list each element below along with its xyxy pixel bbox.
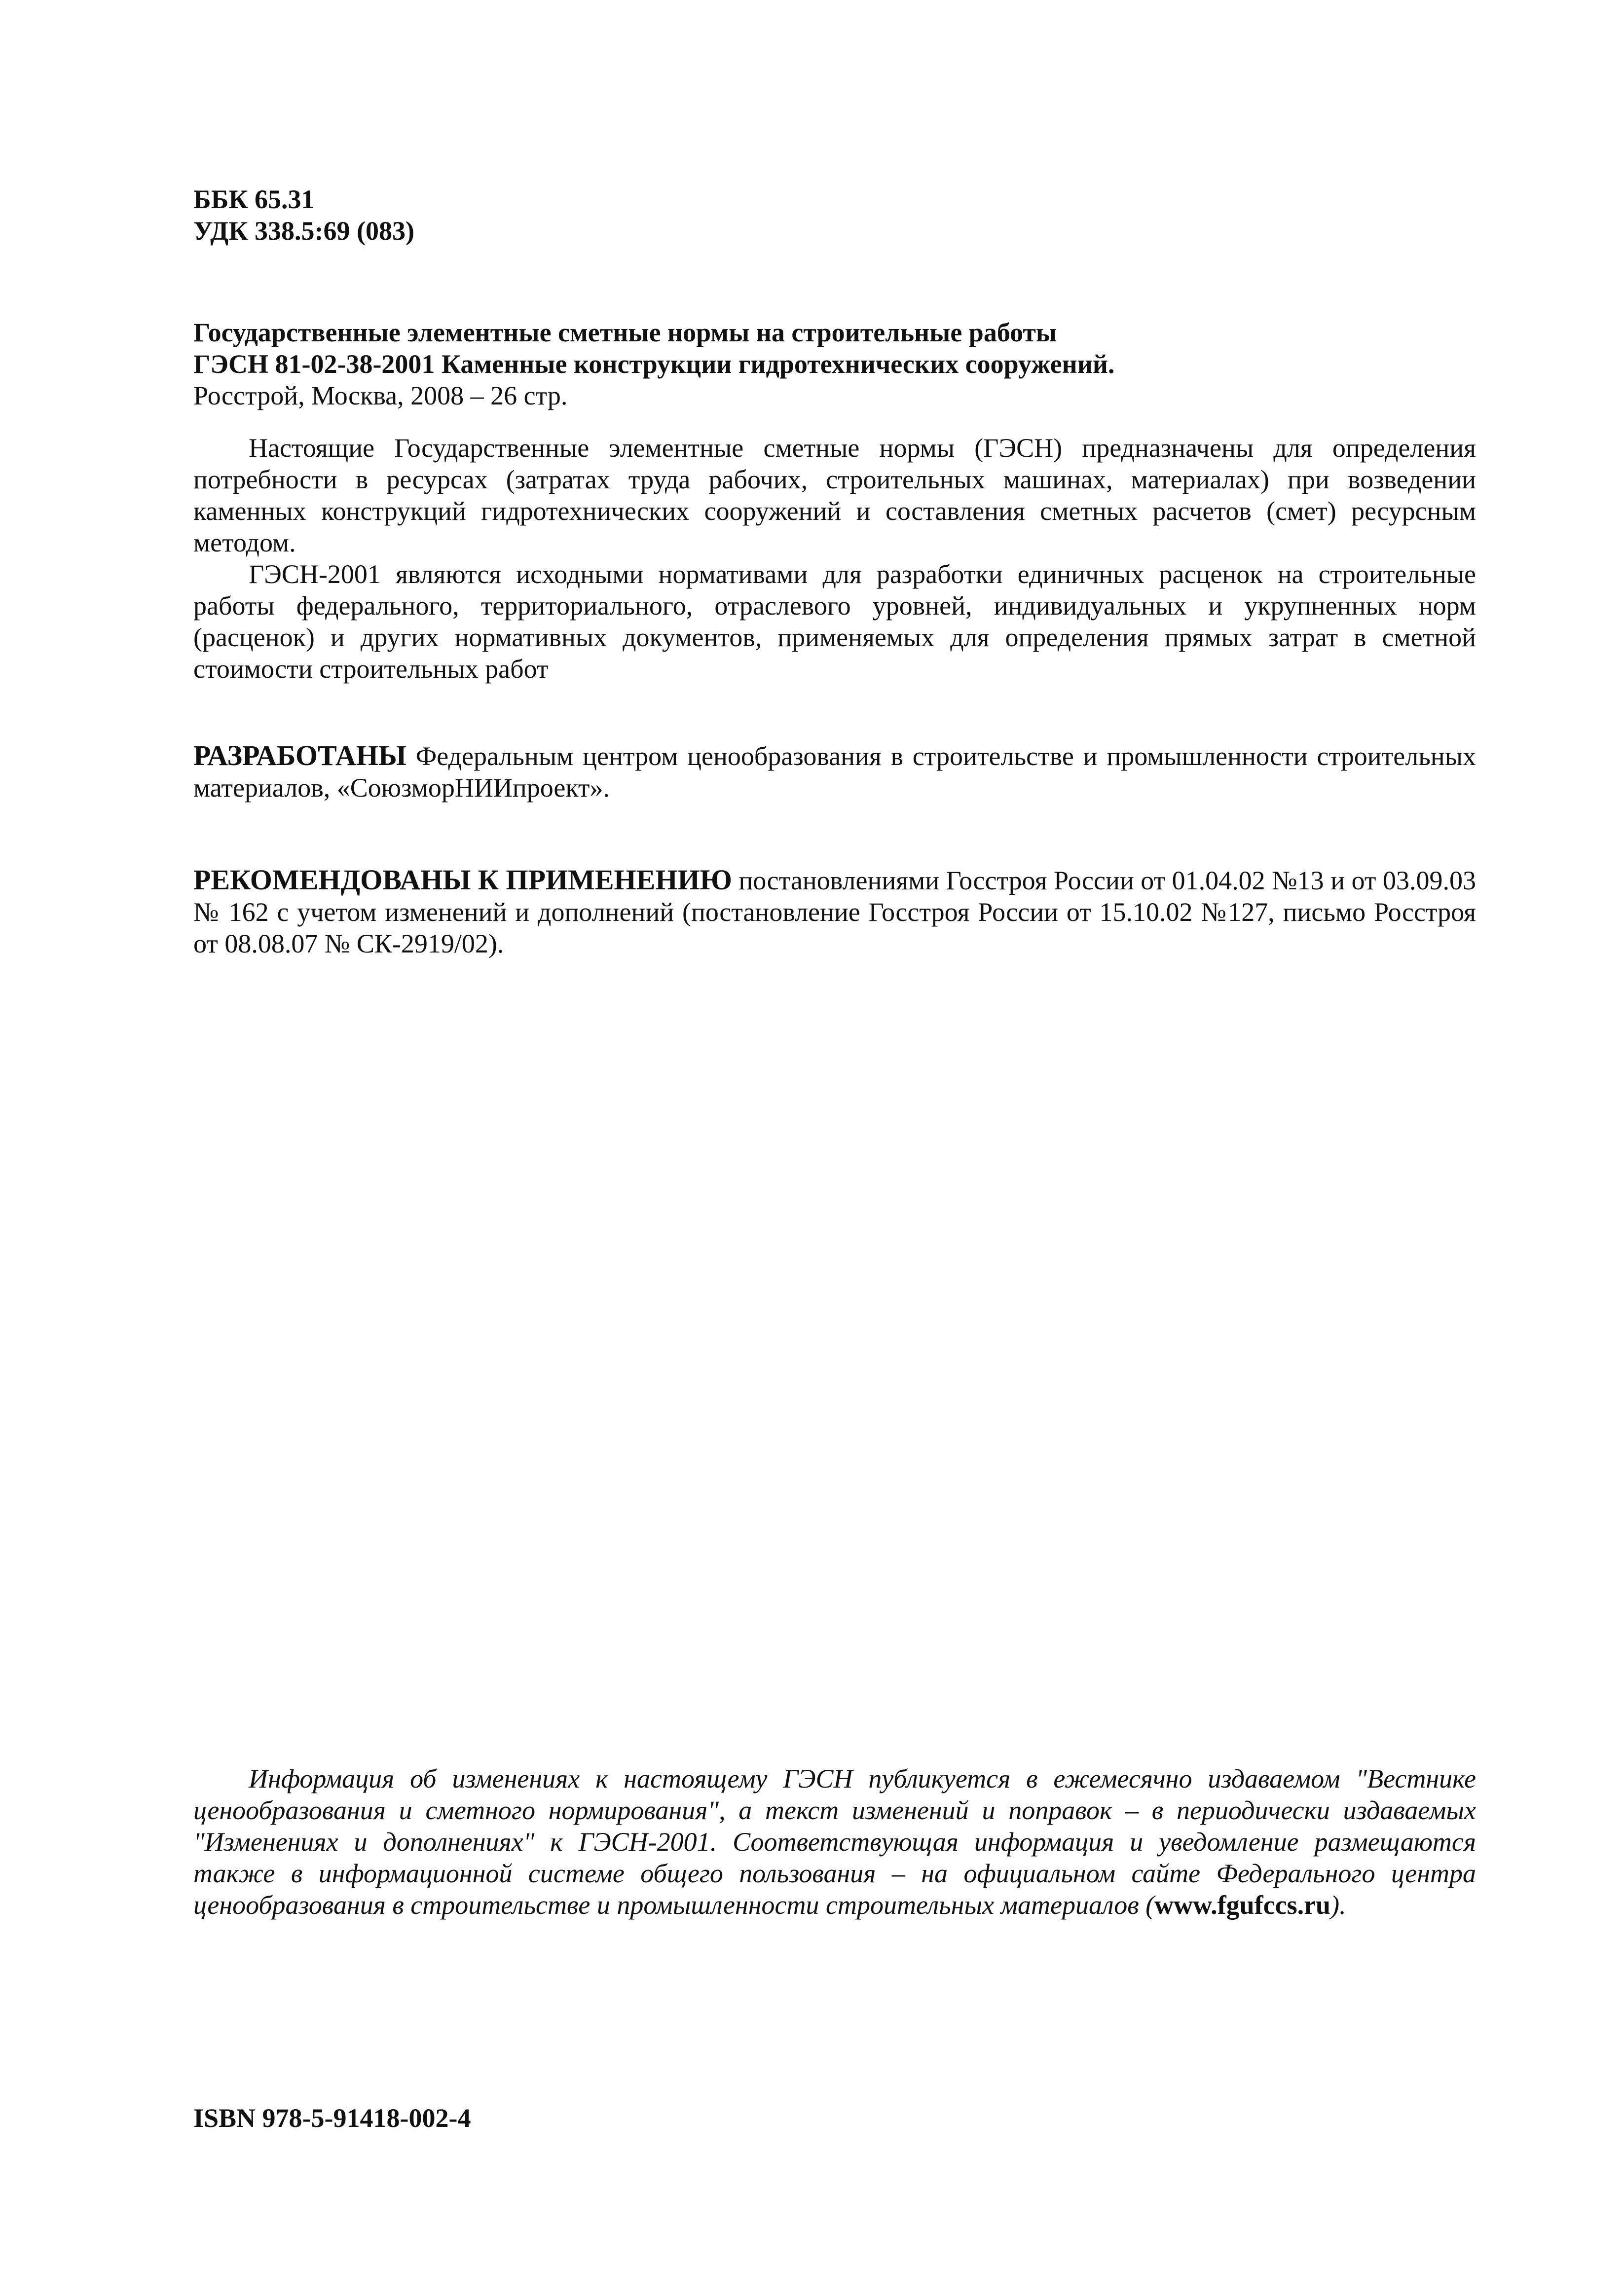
- intro-paragraph-2: ГЭСН-2001 являются исходными нормативами для разработки единичных расценок на строительные работы федерального, территориального, отраслевого уровней, индивидуальных и укрупненных норм (расценок) и других нормативных документов, применяемых для определения прямых затрат в сметной стоимости строительных работ: [193, 559, 1476, 684]
- developed-lead: РАЗРАБОТАНЫ: [193, 739, 406, 771]
- title-line-2: ГЭСН 81-02-38-2001 Каменные конструкции гидротехнических сооружений.: [193, 349, 1115, 379]
- intro-paragraph-1: Настоящие Государственные элементные сметные нормы (ГЭСН) предназначены для определения потребности в ресурсах (затратах труда рабочих, строительных машинах, материалах) при возведении каменных конструкций гидротехнических сооружений и составления сметных расчетов (смет) ресурсным методом.: [193, 433, 1476, 557]
- classification-codes: [193, 183, 1476, 247]
- website-link: www.fgufccs.ru: [1154, 1890, 1331, 1920]
- isbn-number: ISBN 978-5-91418-002-4: [193, 2103, 471, 2133]
- developed-by-section: [193, 740, 1476, 804]
- notice-tail: ).: [1330, 1890, 1346, 1920]
- recommended-text: постановлениями Госстроя России от 01.04.02 №13 и от 03.09.03 № 162 с учетом изменений и дополнений (постановление Госстроя России от 15.10.02 №127, письмо Росстроя от 08.08.07 № СК-2919/02).: [193, 866, 1476, 958]
- bibliographic-title: [193, 317, 1476, 411]
- recommended-section: [193, 864, 1476, 959]
- recommended-lead: РЕКОМЕНДОВАНЫ К ПРИМЕНЕНИЮ: [193, 864, 732, 896]
- udk-code: УДК 338.5:69 (083): [193, 216, 414, 246]
- title-line-1: Государственные элементные сметные нормы на строительные работы: [193, 318, 1057, 347]
- developed-text: Федеральным центром ценообразования в строительстве и промышленности строительных материалов, «СоюзморНИИпроект».: [193, 741, 1476, 803]
- changes-notice: [193, 1763, 1476, 1921]
- bbk-code: ББК 65.31: [193, 184, 315, 214]
- publisher-line: Росстрой, Москва, 2008 – 26 стр.: [193, 381, 568, 410]
- notice-text: Информация об изменениях к настоящему ГЭСН публикуется в ежемесячно издаваемом "Вестнике ценообразования и сметного нормирования", а текст изменений и поправок – в периодически издаваемых "Изменениях и дополнениях" к ГЭСН-2001. Соответствующая информация и уведомление размещаются также в информационной системе общего пользования – на официальном сайте Федерального центра ценообразования в строительстве и промышленности строительных материалов (: [193, 1764, 1476, 1920]
- intro-section: [193, 432, 1476, 685]
